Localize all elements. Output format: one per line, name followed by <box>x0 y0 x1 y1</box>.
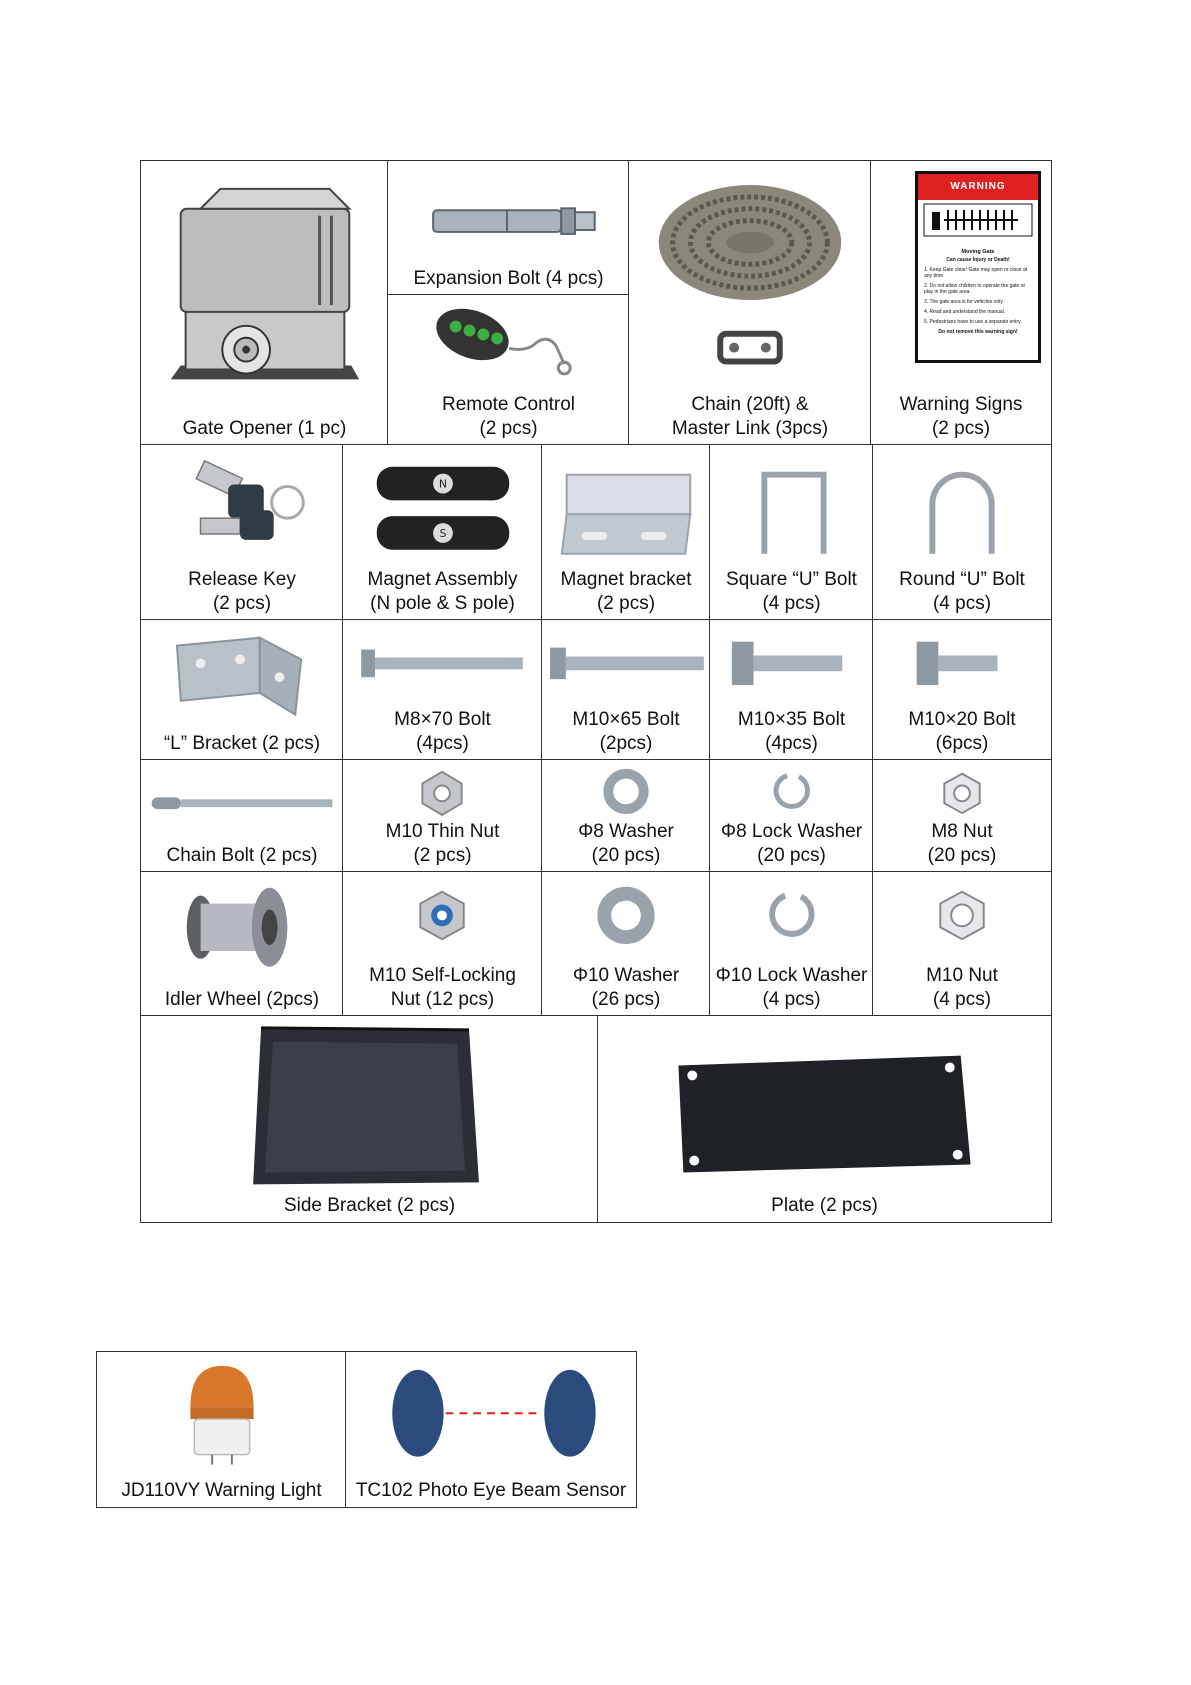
cell-photo-eye <box>345 1351 637 1508</box>
caption-m10x35-bolt: M10×35 Bolt (4pcs) <box>737 709 846 754</box>
cell-m10x65-bolt <box>541 619 711 761</box>
warning-sign-rule: 5. Pedestrians have to use a separate entry. <box>924 319 1022 325</box>
caption-phi10-washer: Φ10 Washer (26 pcs) <box>572 965 680 1010</box>
gate-opener-icon <box>141 161 388 445</box>
caption-m8x70-bolt: M8×70 Bolt (4pcs) <box>394 709 491 754</box>
caption-m10-self-locking-nut: M10 Self-Locking Nut (12 pcs) <box>369 965 516 1010</box>
warning-sign-rule: 2. Do not allow children to operate the gate or play in the gate area. <box>924 283 1026 295</box>
cell-m8-nut <box>872 759 1052 873</box>
svg-text:S: S <box>439 526 447 540</box>
cell-warning-signs <box>870 160 1052 446</box>
cell-chain-bolt <box>140 759 344 873</box>
cell-round-u-bolt <box>872 444 1052 621</box>
cell-magnet-bracket <box>541 444 711 621</box>
cell-plate <box>597 1015 1052 1223</box>
warning-sign-header: WARNING <box>918 174 1038 200</box>
caption-photo-eye: TC102 Photo Eye Beam Sensor <box>355 1480 627 1501</box>
warning-sign-icon <box>915 171 1041 363</box>
cell-l-bracket <box>140 619 344 761</box>
warning-sign-rule: 4. Read and understand the manual. <box>924 309 1006 315</box>
caption-round-u-bolt: Round “U” Bolt (4 pcs) <box>899 569 1025 614</box>
caption-magnet-assembly: Magnet Assembly (N pole & S pole) <box>367 569 518 614</box>
warning-sign-rule: 3. The gate area is for vehicles only. <box>924 299 1004 305</box>
caption-idler-wheel: Idler Wheel (2pcs) <box>164 989 320 1010</box>
cell-remote-control <box>387 294 630 446</box>
caption-magnet-bracket: Magnet bracket (2 pcs) <box>560 569 692 614</box>
cell-phi8-washer <box>541 759 711 873</box>
cell-idler-wheel <box>140 871 344 1017</box>
caption-gate-opener: Gate Opener (1 pc) <box>182 418 347 439</box>
cell-release-key <box>140 444 344 621</box>
cell-expansion-bolt <box>387 160 630 296</box>
caption-phi8-lock-washer: Φ8 Lock Washer (20 pcs) <box>720 821 863 866</box>
caption-m10-thin-nut: M10 Thin Nut (2 pcs) <box>385 821 500 866</box>
caption-phi10-lock-washer: Φ10 Lock Washer (4 pcs) <box>715 965 868 1010</box>
caption-m10-nut: M10 Nut (4 pcs) <box>926 965 998 1010</box>
caption-m8-nut: M8 Nut (20 pcs) <box>927 821 997 866</box>
caption-warning-signs: Warning Signs (2 pcs) <box>899 394 1023 439</box>
cell-square-u-bolt <box>709 444 874 621</box>
caption-remote-control: Remote Control (2 pcs) <box>441 394 576 439</box>
cell-chain <box>628 160 872 446</box>
cell-gate-opener <box>140 160 389 446</box>
cell-phi10-lock-washer <box>709 871 874 1017</box>
caption-m10x65-bolt: M10×65 Bolt (2pcs) <box>572 709 680 754</box>
caption-square-u-bolt: Square “U” Bolt (4 pcs) <box>726 569 857 614</box>
cell-m10x20-bolt <box>872 619 1052 761</box>
cell-side-bracket <box>140 1015 599 1223</box>
caption-phi8-washer: Φ8 Washer (20 pcs) <box>578 821 674 866</box>
cell-magnet-assembly <box>342 444 543 621</box>
cell-phi10-washer <box>541 871 711 1017</box>
warning-sign-rule: 1. Keep Gate clear! Gate may open or close at any time. <box>924 267 1028 279</box>
caption-plate: Plate (2 pcs) <box>771 1195 878 1216</box>
cell-m10-nut <box>872 871 1052 1017</box>
caption-m10x20-bolt: M10×20 Bolt (6pcs) <box>908 709 1016 754</box>
cell-warning-light <box>96 1351 347 1508</box>
gate-pictogram <box>918 200 1038 240</box>
warning-sign-subtitle: Can cause Injury or Death! <box>946 257 1010 263</box>
caption-chain: Chain (20ft) & Master Link (3pcs) <box>671 394 829 439</box>
tray-icon <box>141 1016 598 1222</box>
cell-m10-thin-nut <box>342 759 543 873</box>
caption-expansion-bolt: Expansion Bolt (4 pcs) <box>413 268 604 289</box>
caption-side-bracket: Side Bracket (2 pcs) <box>283 1195 456 1216</box>
warning-sign-title: Moving Gate <box>961 249 995 255</box>
caption-l-bracket: “L” Bracket (2 pcs) <box>163 733 321 754</box>
warning-sign-footer: Do not remove this warning sign! <box>938 329 1018 335</box>
caption-chain-bolt: Chain Bolt (2 pcs) <box>166 845 318 866</box>
svg-text:N: N <box>438 477 448 491</box>
plate-icon <box>598 1016 1051 1222</box>
caption-warning-light: JD110VY Warning Light <box>121 1480 322 1501</box>
cell-m10x35-bolt <box>709 619 874 761</box>
cell-m8x70-bolt <box>342 619 543 761</box>
cell-phi8-lock-washer <box>709 759 874 873</box>
caption-release-key: Release Key (2 pcs) <box>188 569 296 614</box>
cell-m10-self-locking-nut <box>342 871 543 1017</box>
